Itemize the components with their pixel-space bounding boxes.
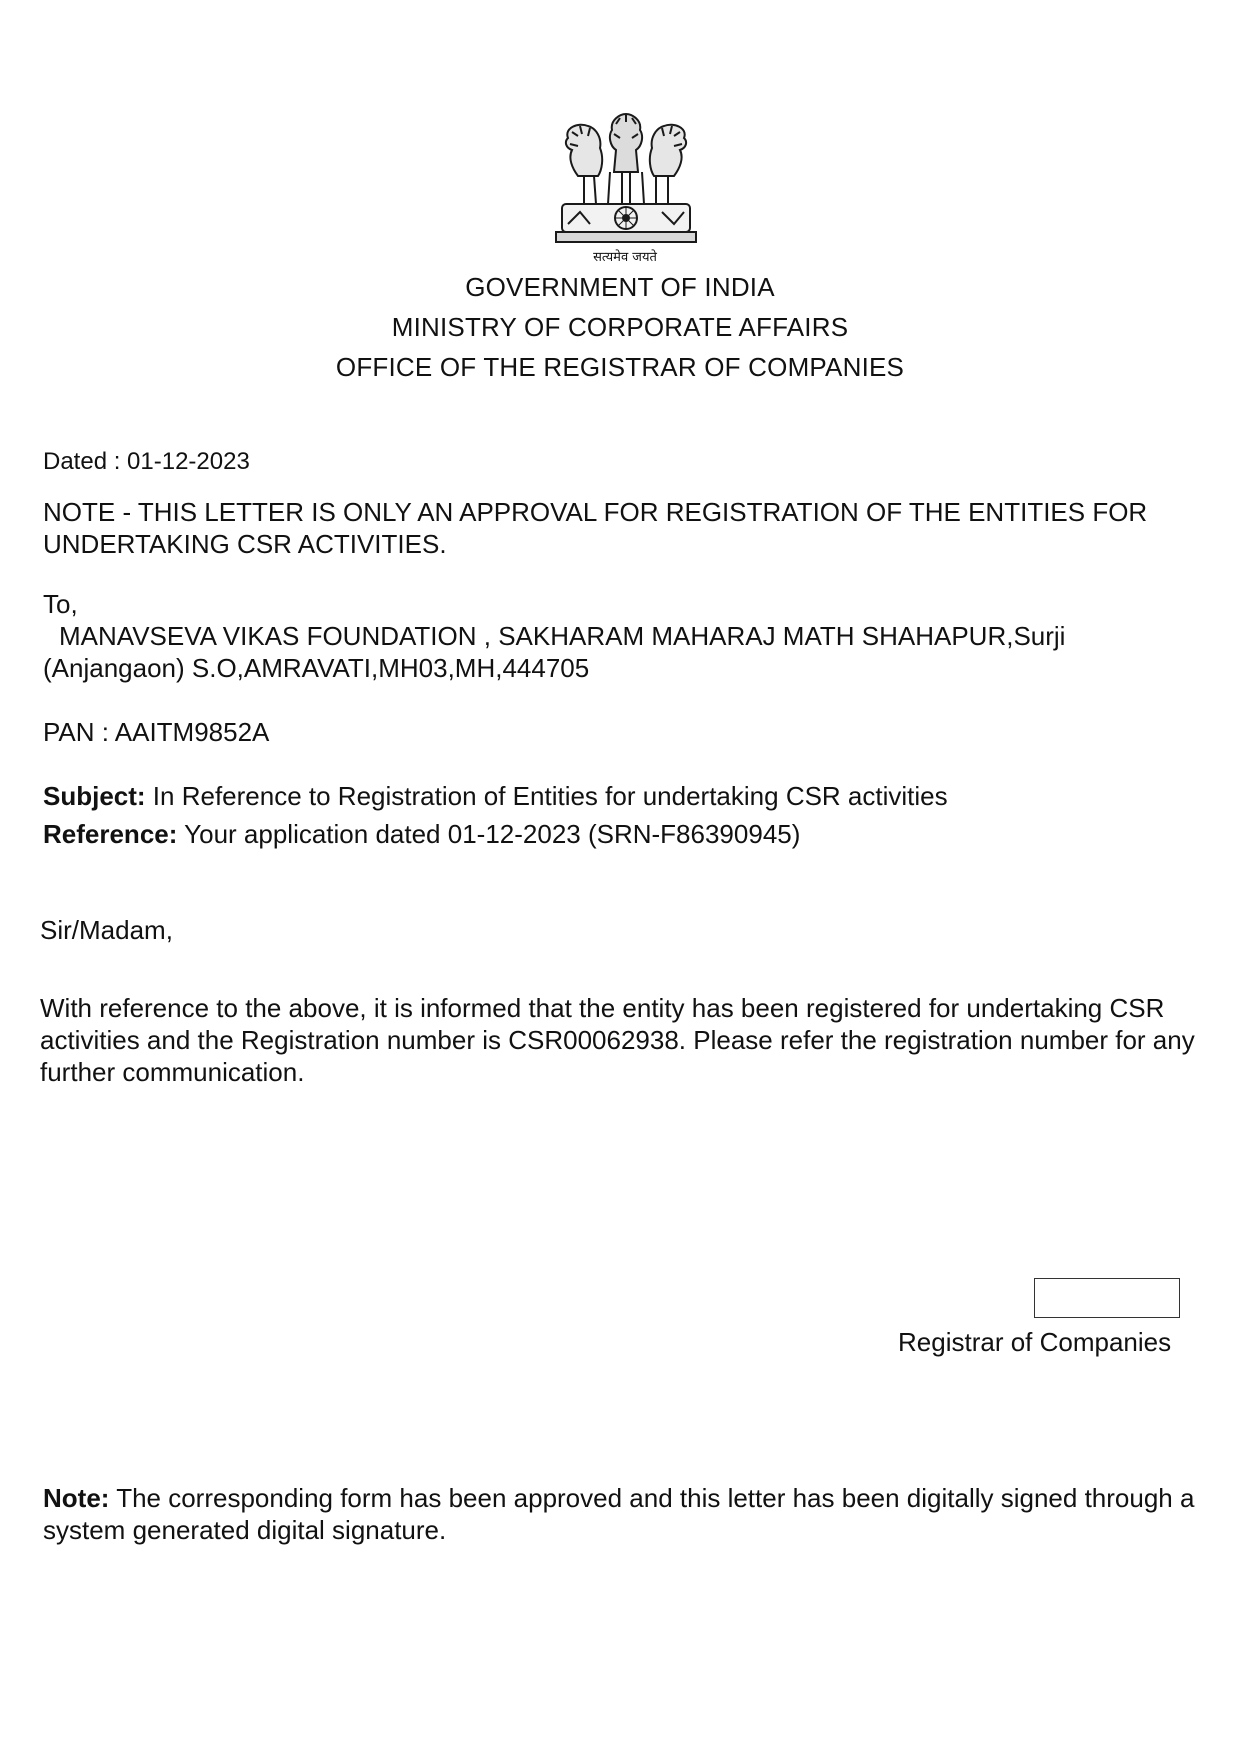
header-government: GOVERNMENT OF INDIA: [465, 272, 775, 302]
subject-line: [43, 780, 948, 812]
letter-body: With reference to the above, it is informed that the entity has been registered for undertaking CSR activities and the Registration number is CSR00062938. Please refer the registration number for any further communication.: [40, 993, 1195, 1087]
to-label: To,: [43, 589, 78, 619]
header-office: OFFICE OF THE REGISTRAR OF COMPANIES: [335, 352, 905, 382]
header-ministry: MINISTRY OF CORPORATE AFFAIRS: [391, 312, 849, 342]
emblem-motto: सत्यमेव जयते: [593, 250, 657, 265]
signatory-title: Registrar of Companies: [898, 1327, 1172, 1357]
bottom-note-text: The corresponding form has been approved and this letter has been digitally signed through a system generated digital signature.: [43, 1483, 1195, 1545]
reference-line: [43, 818, 800, 850]
reference-text: Your application dated 01-12-2023 (SRN-F86390945): [177, 819, 801, 849]
digital-signature-box: [1034, 1278, 1180, 1318]
bottom-note-label: Note:: [43, 1483, 110, 1513]
pan-number: PAN : AAITM9852A: [43, 717, 270, 747]
letter-date: Dated : 01-12-2023: [43, 448, 250, 475]
national-emblem-icon: [550, 112, 702, 252]
reference-label: Reference:: [43, 819, 178, 849]
subject-label: Subject:: [43, 781, 146, 811]
approval-note: NOTE - THIS LETTER IS ONLY AN APPROVAL FOR REGISTRATION OF THE ENTITIES FOR UNDERTAKING CSR ACTIVITIES.: [43, 497, 1148, 559]
recipient-address: MANAVSEVA VIKAS FOUNDATION , SAKHARAM MAHARAJ MATH SHAHAPUR,Surji (Anjangaon) S.O,AMRAVATI,MH03,MH,444705: [43, 621, 1066, 683]
digital-signature-note: [43, 1482, 1203, 1546]
salutation: Sir/Madam,: [40, 915, 173, 945]
subject-text: In Reference to Registration of Entities for undertaking CSR activities: [145, 781, 948, 811]
